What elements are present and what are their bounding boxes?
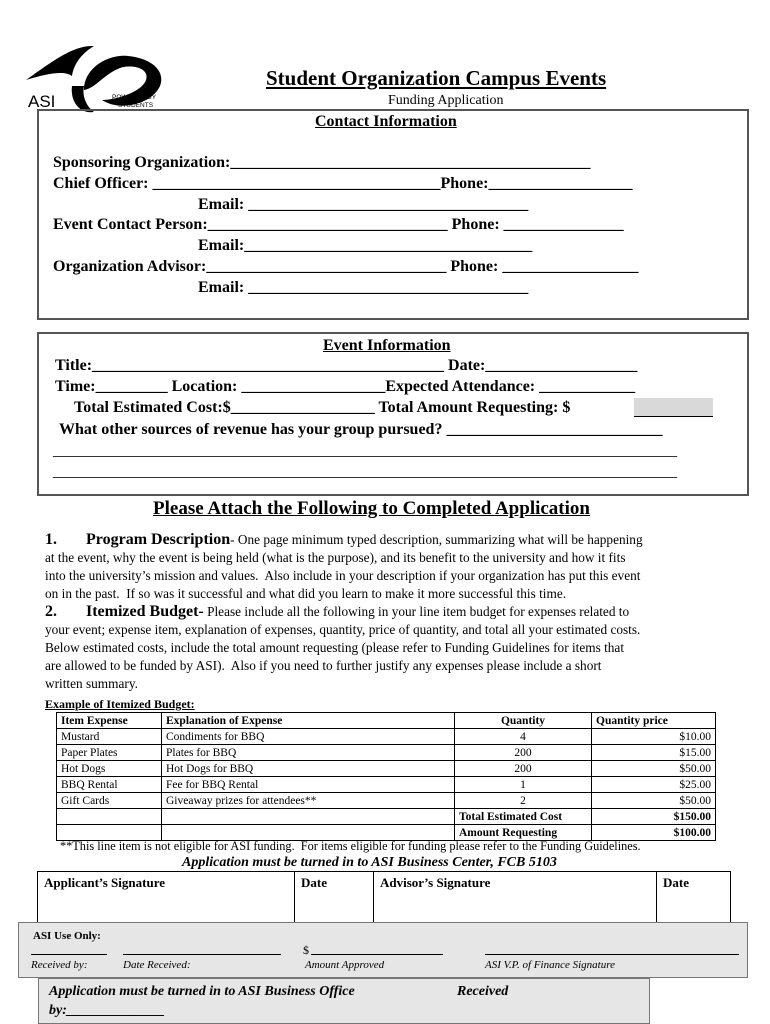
event-heading: Event Information [323,337,451,354]
cell-price: $50.00 [592,793,716,809]
total-cost-row [57,809,716,825]
item2-text-line: your event; expense item, explanation of expenses, quantity, price of quantity, and total all your estimated costs. [45,622,641,637]
dollar-sign: $ [303,943,309,957]
date-received-line[interactable] [123,954,281,955]
budget-footnote: **This line item is not eligible for ASI funding. For items eligible for funding please refer to the Funding Guidelines. [60,839,641,853]
event-title-date-field[interactable]: Title:____________________________________________ Date:___________________ [55,357,638,374]
org-advisor-email-field[interactable]: Email: ___________________________________ [198,279,529,296]
item2-text-line: written summary. [45,676,138,691]
cell-item: Paper Plates [57,745,162,761]
revenue-line-2[interactable]: ______________________________________________________________________________ [53,463,677,480]
total-cost-value: $150.00 [592,809,716,825]
cell-item: BBQ Rental [57,777,162,793]
table-row [57,761,716,777]
cell-item: Hot Dogs [57,761,162,777]
cell-price: $10.00 [592,729,716,745]
item1-text-line: on in the past. If so was it successful and what did you learn to make it more successful this time. [45,586,567,601]
attach-heading: Please Attach the Following to Completed Application [153,498,590,519]
cell-quantity: 1 [455,777,592,793]
vp-signature-label: ASI V.P. of Finance Signature [485,959,615,971]
program-description-section [45,531,745,693]
item1-title: Program Description [86,531,231,548]
item1-text-line: at the event, why the event is being held (what is the purpose), and its benefit to the university and how it fits [45,550,626,565]
cell-quantity: 4 [455,729,592,745]
signature-table [37,871,731,923]
asi-logo [24,40,174,116]
bottom-received-label: Received [457,984,509,999]
cell-price: $25.00 [592,777,716,793]
example-budget-label: Example of Itemized Budget: [45,697,195,711]
logo-tagline-1: POWERED BY [112,94,157,101]
cell-quantity: 2 [455,793,592,809]
cell-item: Gift Cards [57,793,162,809]
amount-requesting-value: $100.00 [592,825,716,841]
cell-item: Mustard [57,729,162,745]
amount-requesting-label: Amount Requesting [455,825,592,841]
event-contact-email-field[interactable]: Email:____________________________________ [198,237,533,254]
item2-text-line: Below estimated costs, include the total amount requesting (please refer to Funding Guidelines for items that [45,640,625,655]
table-row [57,745,716,761]
advisor-signature-field[interactable]: Advisor’s Signature [374,872,657,923]
cell-explanation: Fee for BBQ Rental [162,777,455,793]
advisor-date-field[interactable]: Date [657,872,731,923]
applicant-signature-field[interactable]: Applicant’s Signature [38,872,295,923]
total-cost-label: Total Estimated Cost [455,809,592,825]
cell-explanation: Plates for BBQ [162,745,455,761]
received-by-line[interactable] [31,954,107,955]
chief-officer-email-field[interactable]: Email: ___________________________________ [198,196,529,213]
applicant-date-field[interactable]: Date [295,872,374,923]
col-quantity-price: Quantity price [592,713,716,729]
item2-text-line: are allowed to be funded by ASI). Also if you need to further justify any expenses please include a short [45,658,602,673]
table-row [57,793,716,809]
cell-quantity: 200 [455,745,592,761]
turn-in-notice: Application must be turned in to ASI Business Center, FCB 5103 [182,855,557,870]
page-title: Student Organization Campus Events [266,66,607,90]
event-cost-field[interactable]: Total Estimated Cost:$__________________ Total Amount Requesting: $ [74,399,571,416]
table-header-row [57,713,716,729]
item1-text-first: - One page minimum typed description, summarizing what will be happening [230,532,643,547]
amount-approved-label: Amount Approved [305,959,385,971]
budget-example-table [56,712,716,841]
item2-text-first: Please include all the following in your line item budget for expenses related to [203,604,630,619]
received-by-label: Received by: [31,959,88,971]
item2-title: Itemized Budget- [86,603,204,620]
asi-use-heading: ASI Use Only: [33,930,101,942]
cell-price: $15.00 [592,745,716,761]
cell-quantity: 200 [455,761,592,777]
col-explanation: Explanation of Expense [162,713,455,729]
cell-explanation: Condiments for BBQ [162,729,455,745]
revenue-line-1[interactable]: ______________________________________________________________________________ [53,442,677,459]
col-quantity: Quantity [455,713,592,729]
org-advisor-field[interactable]: Organization Advisor:______________________________ Phone: _________________ [53,258,639,275]
chief-officer-field[interactable]: Chief Officer: ____________________________________Phone:__________________ [53,175,633,192]
cell-explanation: Giveaway prizes for attendees** [162,793,455,809]
logo-tagline-2: STUDENTS [118,102,154,109]
bottom-by-field[interactable]: by:______________ [49,1003,165,1018]
item1-number: 1. [45,531,57,548]
event-time-location-field[interactable]: Time:_________ Location: __________________Expected Attendance: ____________ [55,378,636,395]
cell-price: $50.00 [592,761,716,777]
revenue-sources-field[interactable]: What other sources of revenue has your group pursued? ___________________________ [59,421,663,438]
sponsoring-org-field[interactable]: Sponsoring Organization:_____________________________________________ [53,154,591,171]
amount-requesting-input[interactable] [634,398,713,417]
event-contact-field[interactable]: Event Contact Person:______________________________ Phone: _______________ [53,216,624,233]
vp-signature-line[interactable] [485,954,739,955]
page-subtitle: Funding Application [388,93,504,108]
logo-asi-text: ASI [28,92,56,111]
col-item-expense: Item Expense [57,713,162,729]
amount-approved-line[interactable] [311,954,443,955]
cell-explanation: Hot Dogs for BBQ [162,761,455,777]
bottom-notice-text: Application must be turned in to ASI Business Office [49,984,355,999]
bottom-notice-box [38,978,650,1024]
asi-use-only-box [18,922,748,978]
date-received-label: Date Received: [123,959,191,971]
item2-number: 2. [45,603,57,620]
table-row [57,777,716,793]
contact-heading: Contact Information [315,113,457,130]
table-row [57,729,716,745]
item1-text-line: into the university’s mission and values. Also include in your description if your organization has put this event [45,568,641,583]
